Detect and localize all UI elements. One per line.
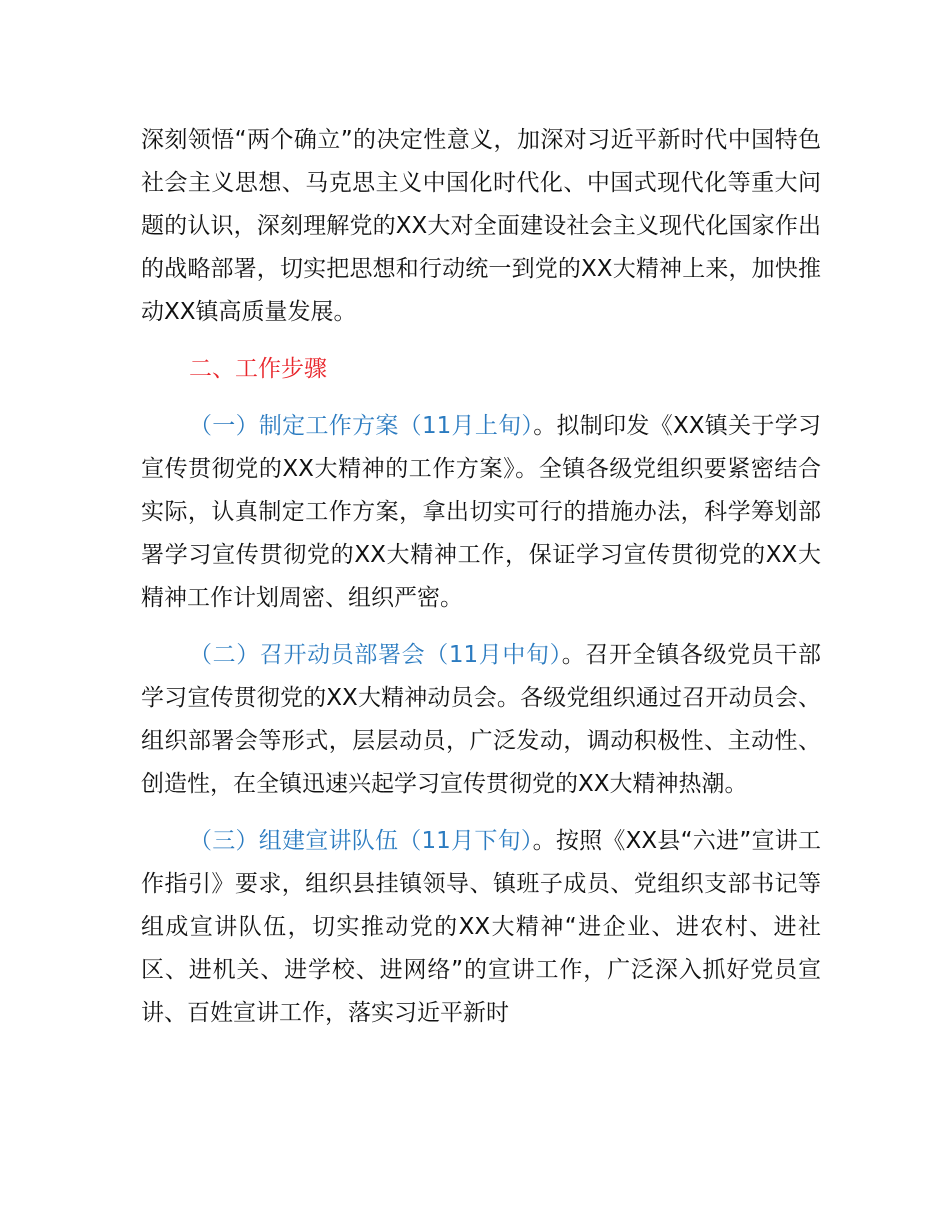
step-2-body: 。召开全镇各级党员干部学习宣传贯彻党的XX大精神动员会。各级党组织通过召开动员会、组织部署会等形式，层层动员，广泛发动，调动积极性、主动性、创造性，在全镇迅速兴起学习宣传贯彻党的XX大精神热潮。	[141, 642, 821, 797]
step-2-title: （二）召开动员部署会（11月中旬）	[189, 642, 562, 668]
paragraph-step-1	[141, 405, 821, 620]
paragraph-step-3	[141, 820, 821, 1035]
step-3-body: 。按照《XX县“六进”宣讲工作指引》要求，组织县挂镇领导、镇班子成员、党组织支部书记等组成宣讲队伍，切实推动党的XX大精神“进企业、进农村、进社区、进机关、进学校、进网络”的宣讲工作，广泛深入抓好党员宣讲、百姓宣讲工作，落实习近平新时	[141, 828, 821, 1026]
step-3-title: （三）组建宣讲队伍（11月下旬）	[189, 828, 533, 854]
document-body	[141, 119, 821, 1035]
paragraph-step-2	[141, 634, 821, 806]
step-1-body: 。拟制印发《XX镇关于学习宣传贯彻党的XX大精神的工作方案》。全镇各级党组织要紧密结合实际，认真制定工作方案，拿出切实可行的措施办法，科学筹划部署学习宣传贯彻党的XX大精神工作，保证学习宣传贯彻党的XX大精神工作计划周密、组织严密。	[141, 413, 821, 611]
section-heading-work-steps: 二、工作步骤	[189, 356, 327, 382]
step-1-title: （一）制定工作方案（11月上旬）	[189, 413, 534, 439]
paragraph-intro: 深刻领悟“两个确立”的决定性意义，加深对习近平新时代中国特色社会主义思想、马克思主义中国化时代化、中国式现代化等重大问题的认识，深刻理解党的XX大对全面建设社会主义现代化国家作出的战略部署，切实把思想和行动统一到党的XX大精神上来，加快推动XX镇高质量发展。	[141, 127, 821, 325]
